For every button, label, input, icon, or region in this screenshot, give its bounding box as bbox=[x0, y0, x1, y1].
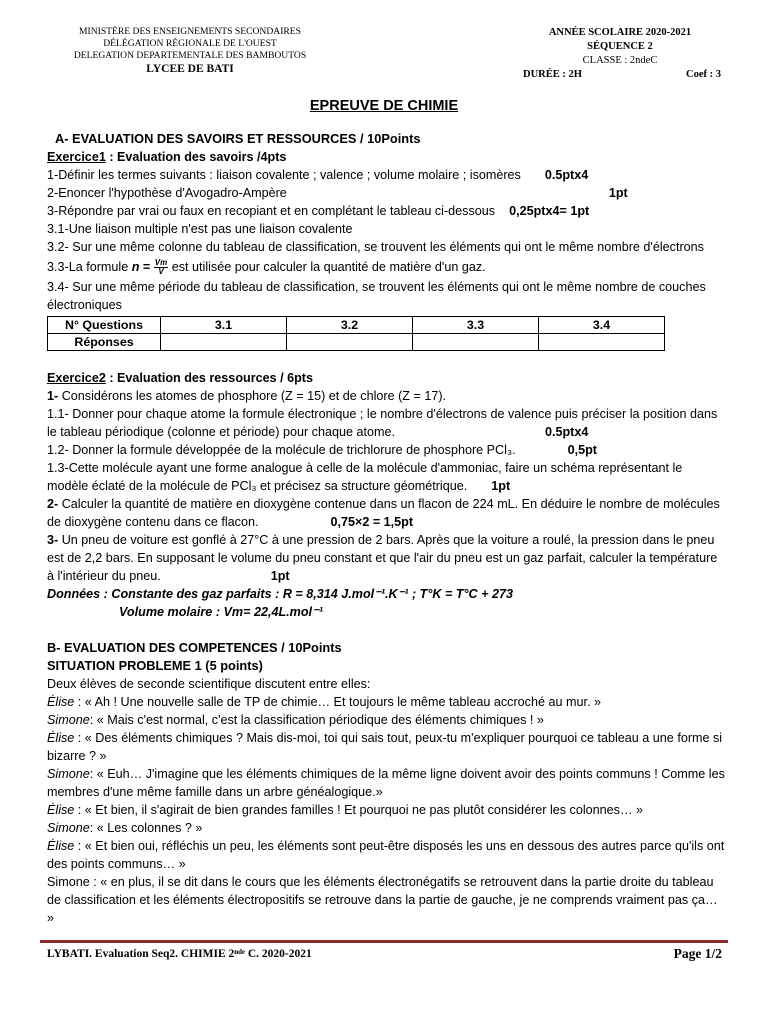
departmental-delegation-line: DELEGATION DEPARTEMENTALE DES BAMBOUTOS bbox=[73, 50, 307, 61]
sequence: SÉQUENCE 2 bbox=[587, 41, 653, 52]
exercise2-q2: 2- Calculer la quantité de matière en dioxygène contenue dans un flacon de 224 mL. En déduire le nombre de molécules de dioxygène contenu dans ce flacon. 0,75×2 = 1,5pt bbox=[47, 497, 720, 529]
question-1: 1-Définir les termes suivants : liaison covalente ; valence ; volume molaire ; isomères 0.5ptx4 bbox=[47, 168, 589, 182]
dialogue-line: Élise : « Ah ! Une nouvelle salle de TP de chimie… Et toujours le même tableau accroché au mur. » bbox=[47, 695, 601, 709]
class-label: CLASSE : 2ndeC bbox=[582, 55, 658, 66]
section-a-heading: A- EVALUATION DES SAVOIRS ET RESSOURCES / 10Points bbox=[55, 131, 421, 146]
school-year: ANNÉE SCOLAIRE 2020-2021 bbox=[548, 27, 692, 38]
exercise2-q1-3: 1.3-Cette molécule ayant une forme analogue à celle de la molécule d'ammoniac, faire un schéma représentant le modèle éclaté de la molécule de PCl₃ et précisez sa structure géométrique. 1pt bbox=[47, 461, 683, 493]
exercise2-q1-1: 1.1- Donner pour chaque atome la formule électronique ; le nombre d'électrons de valence puis préciser la position dans le tableau périodique (colonne et période) pour chaque atome. 0.5ptx4 bbox=[47, 407, 718, 439]
table-header-cell: 3.2 bbox=[287, 317, 413, 334]
dialogue-line: Simone: « Les colonnes ? » bbox=[47, 821, 203, 835]
duration: DURÉE : 2H bbox=[523, 69, 582, 80]
dialogue-line: Élise : « Et bien, il s'agirait de bien grandes familles ! Et pourquoi ne pas plutôt considérer les colonnes… » bbox=[47, 803, 644, 817]
table-header-cell: 3.3 bbox=[413, 317, 539, 334]
dialogue-line: Élise : « Et bien oui, réfléchis un peu, les éléments sont peut-être disposés les uns en dessous des autres parce qu'ils ont des points communs… » bbox=[47, 839, 725, 871]
question-3-4: 3.4- Sur une même période du tableau de classification, se trouvent les éléments qui ont le même nombre de couches électroniques bbox=[47, 280, 706, 312]
dialogue bbox=[47, 693, 727, 927]
footer-label: LYBATI. Evaluation Seq2. CHIMIE 2ⁿᵈᵉ C. 2020-2021 bbox=[47, 948, 312, 960]
answer-cell bbox=[161, 334, 287, 351]
table-row bbox=[48, 334, 665, 351]
dialogue-line: Simone : « en plus, il se dit dans le cours que les éléments électronégatifs se retrouvent dans la partie droite du tableau de classification et les éléments électropositifs se retrouve dans la partie de gauche, je ne comprends vraiment pas ça… » bbox=[47, 875, 718, 925]
question-3-1: 3.1-Une liaison multiple n'est pas une liaison covalente bbox=[47, 222, 353, 236]
question-2: 2-Enoncer l'hypothèse d'Avogadro-Ampère 1pt bbox=[47, 186, 628, 200]
coefficient: Coef : 3 bbox=[686, 69, 721, 80]
exercise1-title: Exercice1 : Evaluation des savoirs /4pts bbox=[47, 150, 287, 164]
table-header-cell: 3.1 bbox=[161, 317, 287, 334]
dialogue-line: Simone: « Mais c'est normal, c'est la classification périodique des éléments chimiques ! » bbox=[47, 713, 544, 727]
answer-cell bbox=[539, 334, 665, 351]
page-number: Page 1/2 bbox=[673, 946, 722, 961]
situation-title: SITUATION PROBLEME 1 (5 points) bbox=[47, 658, 263, 673]
exercise2-q1-2: 1.2- Donner la formule développée de la molécule de trichlorure de phosphore PCl₃. 0,5pt bbox=[47, 443, 597, 457]
school-name: LYCEE DE BATI bbox=[146, 63, 234, 75]
exam-title: EPREUVE DE CHIMIE bbox=[309, 98, 459, 114]
footer-rule bbox=[40, 940, 728, 943]
answer-cell bbox=[413, 334, 539, 351]
exercise2-title: Exercice2 : Evaluation des ressources / 6pts bbox=[47, 371, 314, 385]
question-3-3: 3.3-La formule n = $\frac{Vm}{V}$ est utilisée pour calculer la quantité de matière d'un gaz. bbox=[47, 258, 486, 277]
dialogue-line: Élise : « Des éléments chimiques ? Mais dis-moi, toi qui sais tout, peux-tu m'expliquer pourquoi ce tableau a une forme si bizarre ? » bbox=[47, 731, 723, 763]
answer-table bbox=[47, 316, 665, 351]
answer-cell bbox=[287, 334, 413, 351]
data-molar-volume: Volume molaire : Vm= 22,4L.mol⁻¹ bbox=[119, 605, 323, 619]
duration-coef-row bbox=[515, 68, 725, 82]
ministry-line: MINISTÈRE DES ENSEIGNEMENTS SECONDAIRES bbox=[79, 26, 301, 37]
question-3-2: 3.2- Sur une même colonne du tableau de classification, se trouvent les éléments qui ont le même nombre d'électrons bbox=[47, 240, 704, 254]
section-b-heading: B- EVALUATION DES COMPETENCES / 10Points bbox=[47, 640, 342, 655]
question-3: 3-Répondre par vrai ou faux en recopiant et en complétant le tableau ci-dessous 0,25ptx4= 1pt bbox=[47, 204, 590, 218]
data-constants: Données : Constante des gaz parfaits : R = 8,314 J.mol⁻¹.K⁻¹ ; T°K = T°C + 273 bbox=[47, 587, 514, 601]
table-header-cell: 3.4 bbox=[539, 317, 665, 334]
dialogue-intro: Deux élèves de seconde scientifique discutent entre elles: bbox=[47, 677, 371, 691]
header-left bbox=[40, 26, 340, 75]
table-row bbox=[48, 317, 665, 334]
dialogue-line: Simone: « Euh… J'imagine que les éléments chimiques de la même ligne doivent avoir des points communs ! Comme les membres d'une même famille dans un arbre généalogique.» bbox=[47, 767, 725, 799]
table-row-label: Réponses bbox=[48, 334, 161, 351]
exam-body bbox=[47, 130, 727, 927]
regional-delegation-line: DÉLÉGATION RÉGIONALE DE L'OUEST bbox=[103, 38, 277, 49]
formula-fraction: $\frac{Vm}{V}$ bbox=[154, 258, 168, 277]
header-right bbox=[515, 26, 725, 82]
exercise2-q1: 1- Considérons les atomes de phosphore (Z = 15) et de chlore (Z = 17). bbox=[47, 389, 447, 403]
table-header-cell: N° Questions bbox=[48, 317, 161, 334]
exercise2-q3: 3- Un pneu de voiture est gonflé à 27°C à une pression de 2 bars. Après que la voiture a roulé, la pression dans le pneu est de 2,2 bars. En supposant le volume du pneu constant et que l'air du pneu est un gaz parfait, calculer la température à l'intérieur du pneu. 1pt bbox=[47, 533, 718, 583]
